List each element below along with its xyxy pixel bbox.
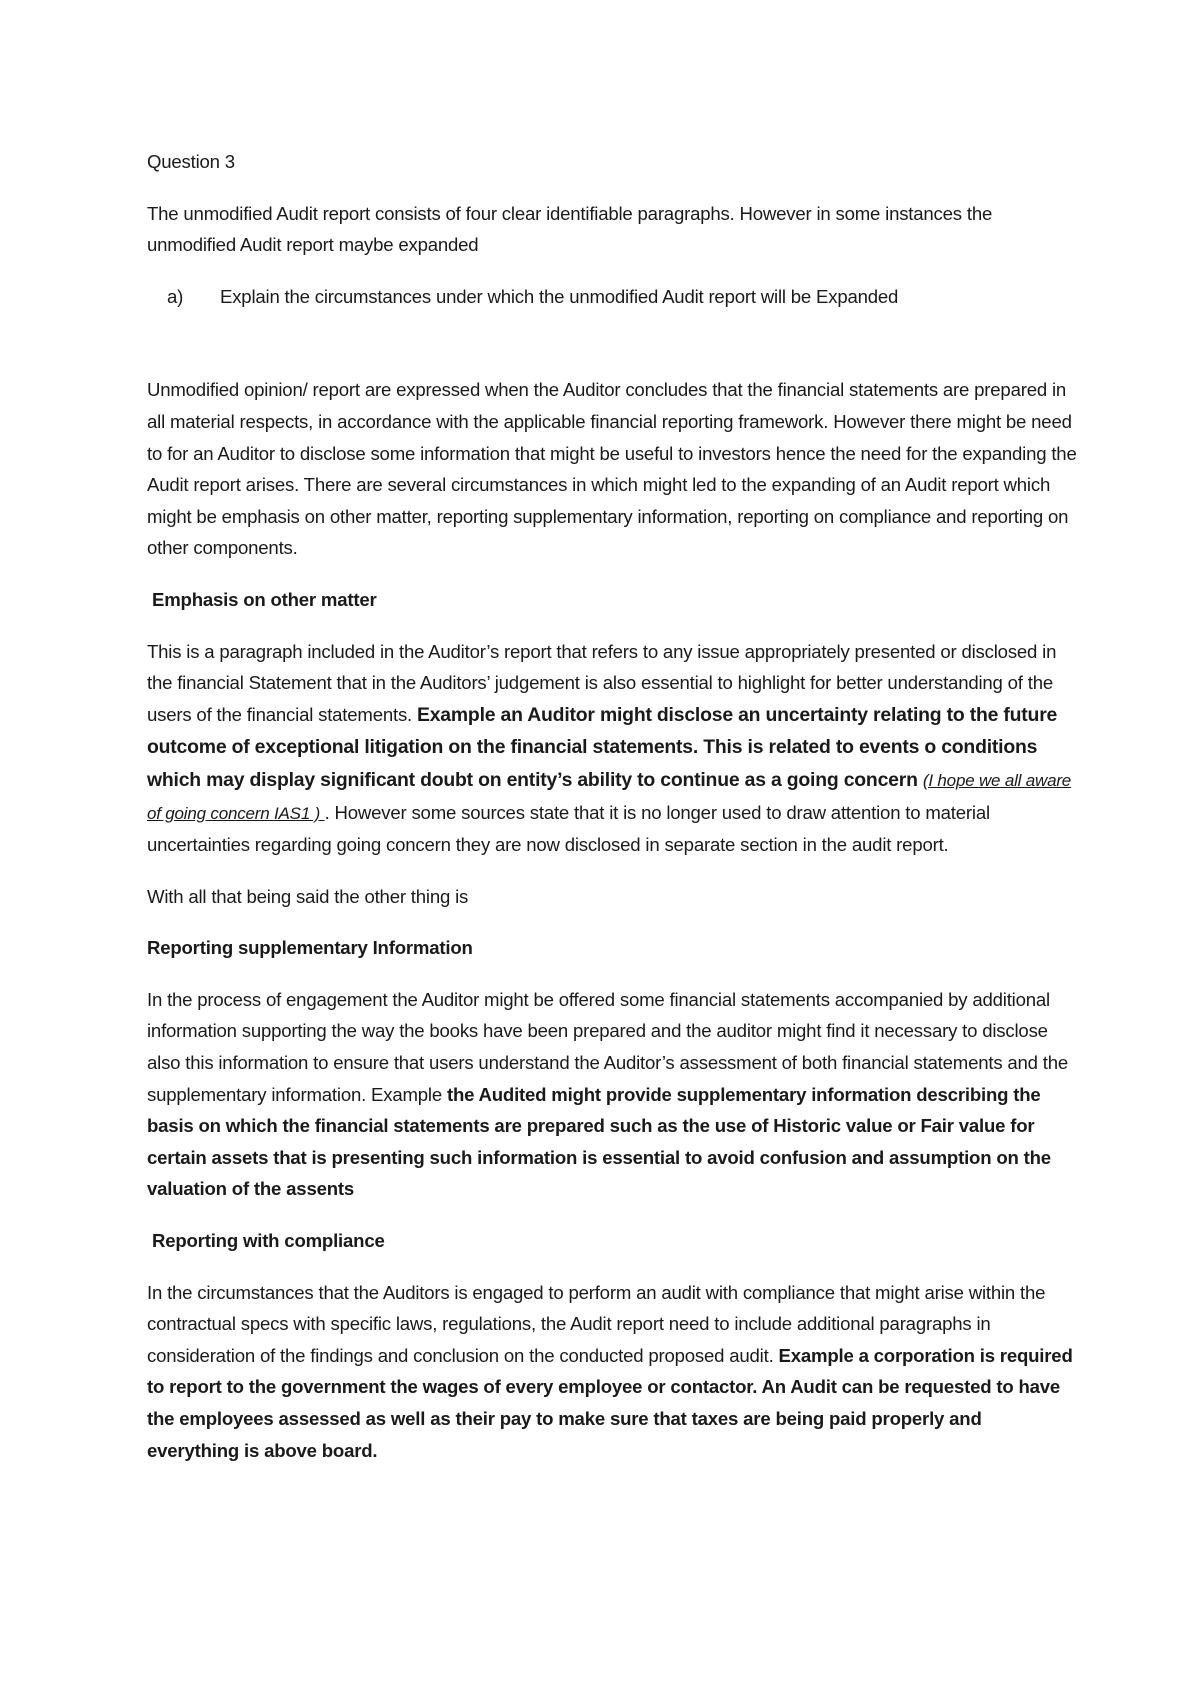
question-list-item <box>147 281 1077 313</box>
question-intro: The unmodified Audit report consists of four clear identifiable paragraphs. However in some instances the unmodified Audit report maybe expanded <box>147 202 993 256</box>
transition-text: With all that being said the other thing is <box>147 885 469 907</box>
list-item-text: Explain the circumstances under which the unmodified Audit report will be Expanded <box>220 285 899 307</box>
supplementary-text-start: In the process of engagement the Auditor might be offered some financial statements accompanied by additional information supporting the way the books have been prepared and the auditor might find it necessary to disclose also this information to ensure that users understand the Auditor’s assessment of both financial statements and the supplementary information. Example <box>147 988 1069 1105</box>
section-heading-supplementary: Reporting supplementary Information <box>147 937 473 959</box>
answer-intro: Unmodified opinion/ report are expressed when the Auditor concludes that the financial statements are prepared in all material respects, in accordance with the applicable financial reporting framework. However there might be need to for an Auditor to disclose some information that might be useful to investors hence the need for the expanding the Audit report arises. There are several circumstances in which might led to the expanding of an Audit report which might be emphasis on other matter, reporting supplementary information, reporting on compliance and reporting on other components. <box>147 379 1077 559</box>
supplementary-text-bold: the Audited might provide supplementary information describing the basis on which the financial statements are prepared such as the use of Historic value or Fair value for certain assets that is presenting such information is essential to avoid confusion and assumption on the valuation of the assents <box>147 1083 1051 1200</box>
emphasis-text-start: This is a paragraph included in the Auditor’s report that refers to any issue appropriately presented or disclosed in the financial Statement that in the Auditors’ judgement is also essential to highlight for better understanding of the users of the financial statements. <box>147 640 1057 725</box>
compliance-text-start: In the circumstances that the Auditors is engaged to perform an audit with compliance that might arise within the contractual specs with specific laws, regulations, the Audit report need to include additional paragraphs in consideration of the findings and conclusion on the conducted proposed audit. <box>147 1281 1046 1366</box>
section-heading-compliance: Reporting with compliance <box>152 1230 385 1252</box>
question-title: Question 3 <box>147 151 235 172</box>
section-paragraph-supplementary <box>147 984 1077 1205</box>
section-paragraph-compliance <box>147 1277 1077 1467</box>
emphasis-note: (I hope we all aware of going concern IAS1 ) <box>147 770 1072 823</box>
list-marker: a) <box>167 285 184 307</box>
section-paragraph-emphasis <box>147 636 1077 861</box>
section-heading-emphasis: Emphasis on other matter <box>152 588 377 610</box>
emphasis-text-bold: Example an Auditor might disclose an uncertainty relating to the future outcome of exceptional litigation on the financial statements. This is related to events o conditions which may display significant doubt on entity’s ability to continue as a going concern <box>147 703 1058 791</box>
document-body <box>147 146 1077 1486</box>
compliance-text-bold: Example a corporation is required to report to the government the wages of every employee or contactor. An Audit can be requested to have the employees assessed as well as their pay to make sure that taxes are being paid properly and everything is above board. <box>147 1344 1073 1461</box>
emphasis-text-end: . However some sources state that it is no longer used to draw attention to material uncertainties regarding going concern they are now disclosed in separate section in the audit report. <box>147 801 990 856</box>
